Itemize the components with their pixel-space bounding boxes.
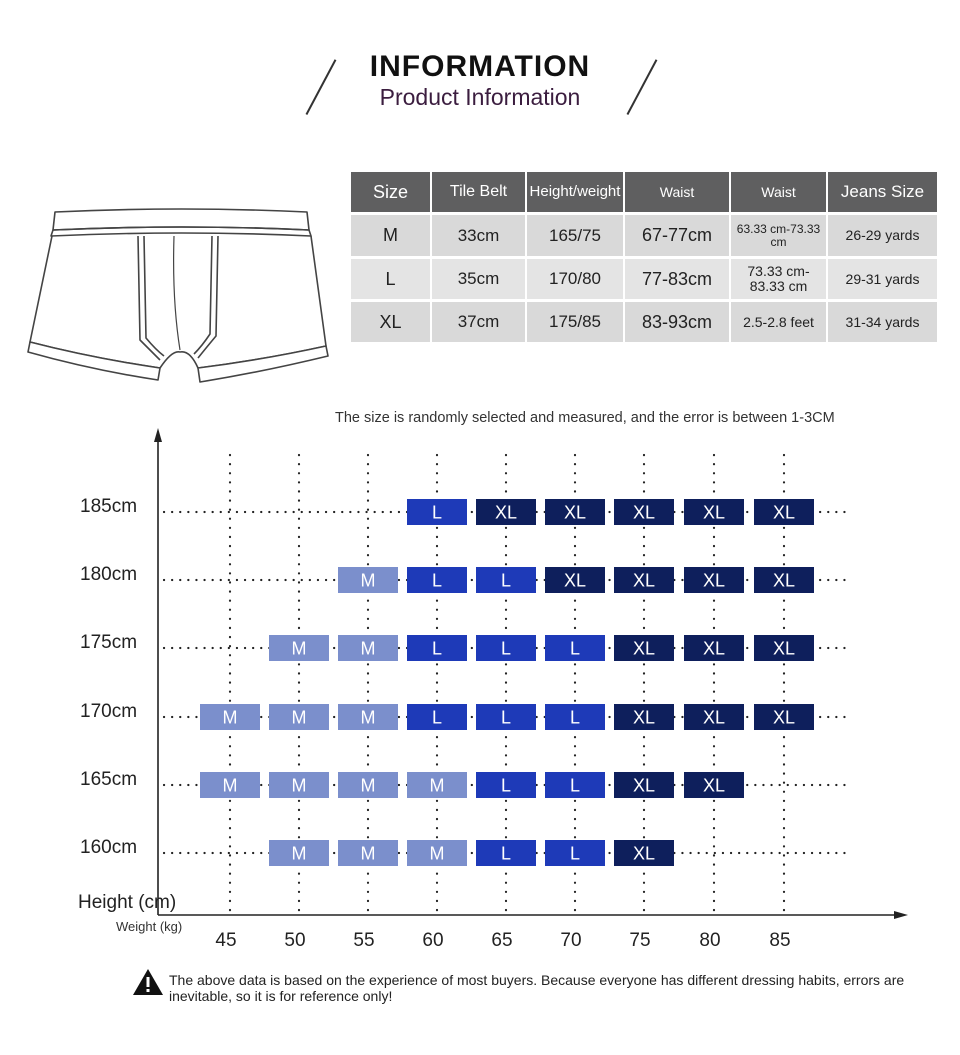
size-cell-label: M: [429, 775, 445, 796]
spec-header-cell: Height/weight: [527, 172, 623, 212]
spec-cell: 165/75: [527, 215, 623, 256]
size-cell-label: L: [500, 570, 512, 591]
x-tick-label: 50: [284, 930, 306, 951]
size-cell-label: L: [500, 707, 512, 728]
size-cell-label: XL: [772, 707, 796, 728]
size-cell-label: XL: [772, 502, 796, 523]
spec-header-cell: Waist: [625, 172, 729, 212]
size-cell-label: XL: [632, 570, 656, 591]
page-subtitle: Product Information: [379, 84, 581, 110]
y-tick-label: 165cm: [80, 769, 138, 790]
size-cell-label: L: [500, 638, 512, 659]
size-cell-label: XL: [632, 707, 656, 728]
size-cell-label: XL: [702, 502, 726, 523]
x-tick-label: 70: [560, 930, 582, 951]
size-cell-label: XL: [632, 502, 656, 523]
size-cell-label: L: [431, 638, 443, 659]
disclaimer-text: The above data is based on the experience of most buyers. Because everyone has different dressing habits, errors are inevitable, so it is for reference only!: [169, 972, 905, 1004]
x-tick-label: 80: [699, 930, 721, 951]
size-cell-label: M: [360, 707, 376, 728]
y-axis-arrow-icon: [154, 428, 162, 442]
spec-header-cell: Tile Belt: [432, 172, 525, 212]
spec-cell: 2.5-2.8 feet: [731, 302, 826, 342]
size-cell-label: XL: [563, 502, 587, 523]
spec-cell: 77-83cm: [625, 259, 729, 299]
spec-cell: XL: [351, 302, 430, 342]
y-tick-label: 170cm: [80, 701, 138, 722]
spec-cell: 67-77cm: [625, 215, 729, 256]
spec-cell: 31-34 yards: [828, 302, 937, 342]
spec-cell: 83-93cm: [625, 302, 729, 342]
y-tick-label: 180cm: [80, 564, 138, 585]
size-cell-label: M: [291, 707, 307, 728]
size-cell-label: XL: [702, 775, 726, 796]
size-cell-label: XL: [494, 502, 518, 523]
x-tick-label: 75: [629, 930, 651, 951]
y-tick-label: 185cm: [80, 496, 138, 517]
size-cell-label: M: [222, 775, 238, 796]
x-tick-label: 60: [422, 930, 444, 951]
size-cell-label: M: [360, 570, 376, 591]
x-tick-label: 45: [215, 930, 237, 951]
spec-cell: 63.33 cm-73.33 cm: [731, 215, 826, 256]
size-cell-label: M: [429, 843, 445, 864]
spec-cell: 26-29 yards: [828, 215, 937, 256]
spec-header-cell: Jeans Size: [828, 172, 937, 212]
size-cell-label: XL: [702, 638, 726, 659]
spec-cell: 33cm: [432, 215, 525, 256]
x-tick-label: 55: [353, 930, 375, 951]
size-cell-label: XL: [632, 843, 656, 864]
x-tick-label: 85: [769, 930, 791, 951]
size-cell-label: L: [569, 707, 581, 728]
x-axis-label: Weight (kg): [116, 919, 183, 934]
spec-cell: 37cm: [432, 302, 525, 342]
size-cell-label: L: [500, 843, 512, 864]
size-cell-label: M: [360, 638, 376, 659]
spec-cell: 35cm: [432, 259, 525, 299]
y-tick-label: 175cm: [80, 632, 138, 653]
size-cell-label: L: [569, 843, 581, 864]
size-cell-label: L: [500, 775, 512, 796]
y-tick-label: 160cm: [80, 837, 138, 858]
spec-cell: M: [351, 215, 430, 256]
spec-cell: L: [351, 259, 430, 299]
spec-header-cell: Size: [351, 172, 430, 212]
size-cell-label: L: [431, 502, 443, 523]
y-axis-label: Height (cm): [78, 892, 177, 913]
warning-triangle-icon: [132, 968, 164, 996]
size-cell-label: M: [291, 775, 307, 796]
spec-cell: 73.33 cm-83.33 cm: [731, 259, 826, 299]
size-cell-label: L: [431, 707, 443, 728]
size-cell-label: XL: [772, 570, 796, 591]
spec-cell: 175/85: [527, 302, 623, 342]
spec-cell: 170/80: [527, 259, 623, 299]
x-axis-arrow-icon: [894, 911, 908, 919]
page-title: INFORMATION: [369, 50, 591, 83]
size-cell-label: XL: [702, 707, 726, 728]
size-cell-label: L: [569, 775, 581, 796]
size-cell-label: XL: [632, 638, 656, 659]
measurement-note: The size is randomly selected and measured, and the error is between 1-3CM: [335, 410, 835, 426]
size-cell-label: M: [291, 638, 307, 659]
size-cell-label: M: [222, 707, 238, 728]
spec-header-cell: Waist: [731, 172, 826, 212]
size-cell-label: L: [569, 638, 581, 659]
x-tick-label: 65: [491, 930, 513, 951]
size-cell-label: M: [360, 843, 376, 864]
size-cell-label: XL: [772, 638, 796, 659]
size-cell-label: XL: [563, 570, 587, 591]
size-cell-label: M: [291, 843, 307, 864]
size-cell-label: L: [431, 570, 443, 591]
size-cell-label: XL: [632, 775, 656, 796]
spec-cell: 29-31 yards: [828, 259, 937, 299]
size-cell-label: M: [360, 775, 376, 796]
size-cell-label: XL: [702, 570, 726, 591]
